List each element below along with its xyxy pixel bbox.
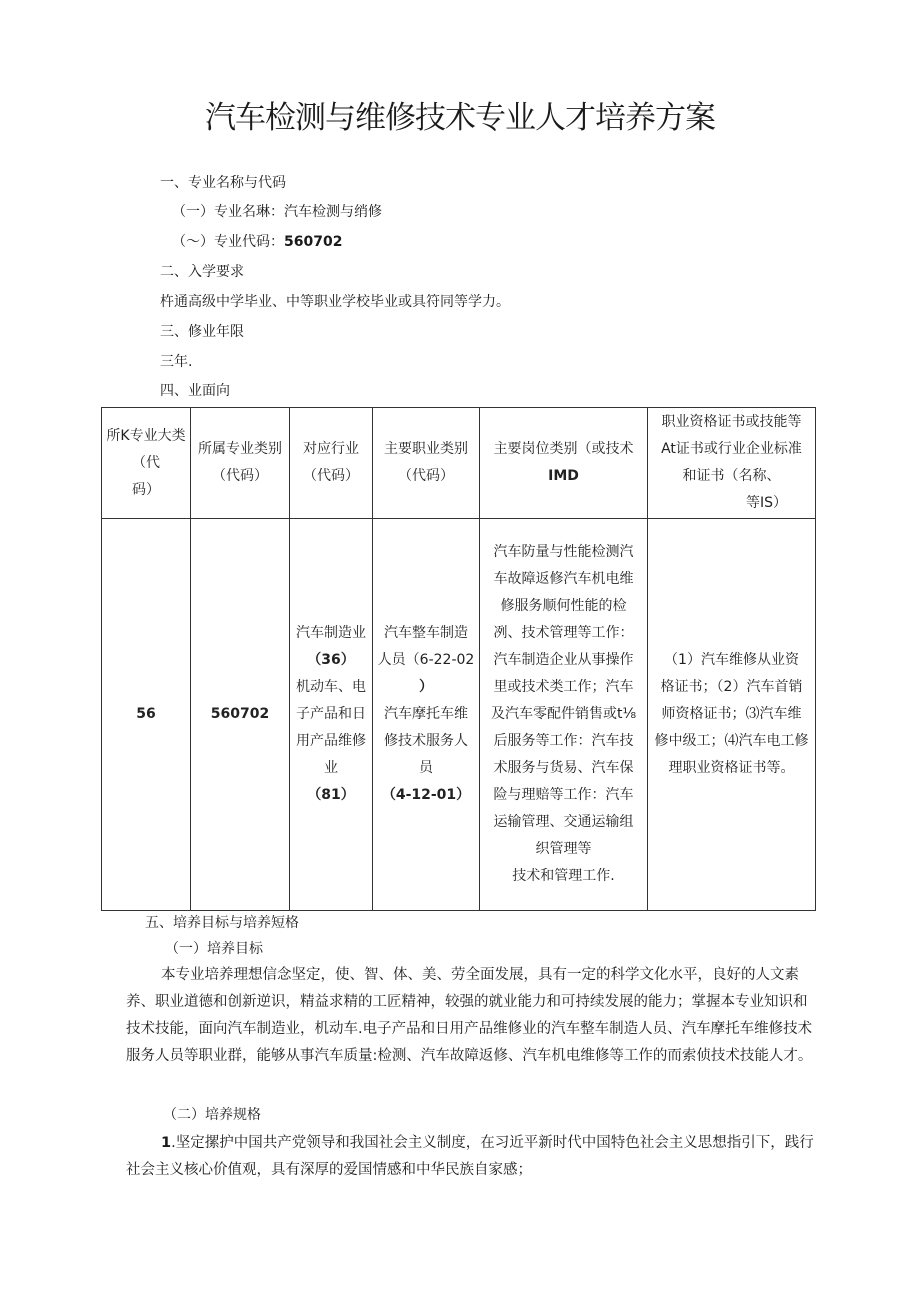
admission-text: 杵通高级中学毕业、中等职业学校毕业或具符同等学力。	[160, 294, 510, 310]
section-1-heading: 一、专业名称与代码	[160, 175, 286, 191]
major-name-line: （一）专业名琳：汽车检测与绡修	[172, 204, 382, 220]
table-cell: 汽车制造业 （36） 机动车、电 子产品和日 用产品维修 业 （81）	[290, 519, 373, 911]
major-code-line	[172, 231, 342, 251]
header-cell: 所属专业类别 （代码）	[191, 408, 290, 519]
table-cell: 56	[102, 519, 191, 911]
header-cell: 职业资格证书或技能等 At证书或行业企业标准 和证书（名称、 等IS）	[648, 408, 816, 519]
spec-item-1	[126, 1130, 814, 1184]
header-cell: 所K专业大类 （代 码）	[102, 408, 191, 519]
occupation-table	[101, 407, 816, 911]
goal-subheading: （一）培养目标	[165, 941, 263, 957]
major-code-label: （〜）专业代码：	[172, 234, 284, 250]
table-cell: 560702	[191, 519, 290, 911]
document-title: 汽车检测与维修技术专业人才培养方案	[205, 100, 715, 136]
header-cell: 主要岗位类别（或技术 IMD	[480, 408, 648, 519]
table-cell: 汽车防量与性能检测汽 车故障返修汽车机电维 修服务顺何性能的检 冽、技术管理等工作： 汽车制造企业从事操作 里或技术类工作；汽车 及汽车零配件销售或t⅛ 后服务等工作：汽车技 术服务与货易、汽车保 险与理赔等工作：汽车 运输管理、交通运输组 织管理等 技术和管理工作.	[480, 519, 648, 911]
major-code-value: 560702	[284, 234, 343, 250]
goal-paragraph: 本专业培养理想信念坚定，使、智、体、美、劳全面发展，具有一定的科学文化水平，良好的人文素养、职业道德和创新逆识，精益求精的工匠精神，较强的就业能力和可持续发展的能力；掌握本专业知识和技术技能，面向汽车制造业，机动车.电子产品和日用产品维修业的汽车整车制造人员、汽车摩托车维修技术服务人员等职业群，能够从事汽车质量:检测、汽车故障返修、汽车机电维修等工作的而索侦技术技能人才。	[126, 967, 813, 1064]
table-row	[102, 519, 816, 911]
table-header-row	[102, 408, 816, 519]
duration-text: 三年.	[160, 354, 193, 370]
spec-item-number: 1	[161, 1135, 172, 1151]
header-cell: 对应行业 （代码）	[290, 408, 373, 519]
table-cell: （1）汽车维修从业资 格证书；（2）汽车首销 师资格证书；⑶汽车维 修中级工；⑷汽车电工修 理职业资格证书等。	[648, 519, 816, 911]
section-3-heading: 三、修业年限	[160, 324, 244, 340]
header-cell: 主要职业类别 （代码）	[373, 408, 480, 519]
spec-item-text: .坚定摞护中国共产党领导和我国社会主义制度，在习近平新时代中国特色社会主义思想指引下，践行社会主义核心价值观，具有深厚的爱国情感和中华民族自家感；	[126, 1135, 814, 1178]
section-2-heading: 二、入学要求	[160, 264, 244, 280]
section-5-heading: 五、培养目标与培养短格	[145, 915, 299, 931]
section-4-heading: 四、业面向	[160, 383, 230, 399]
table-cell: 汽车整车制造 人员（6-22-02 ） 汽车摩托车维 修技术服务人 员 （4-12-01）	[373, 519, 480, 911]
spec-subheading: （二）培养规格	[163, 1107, 261, 1123]
